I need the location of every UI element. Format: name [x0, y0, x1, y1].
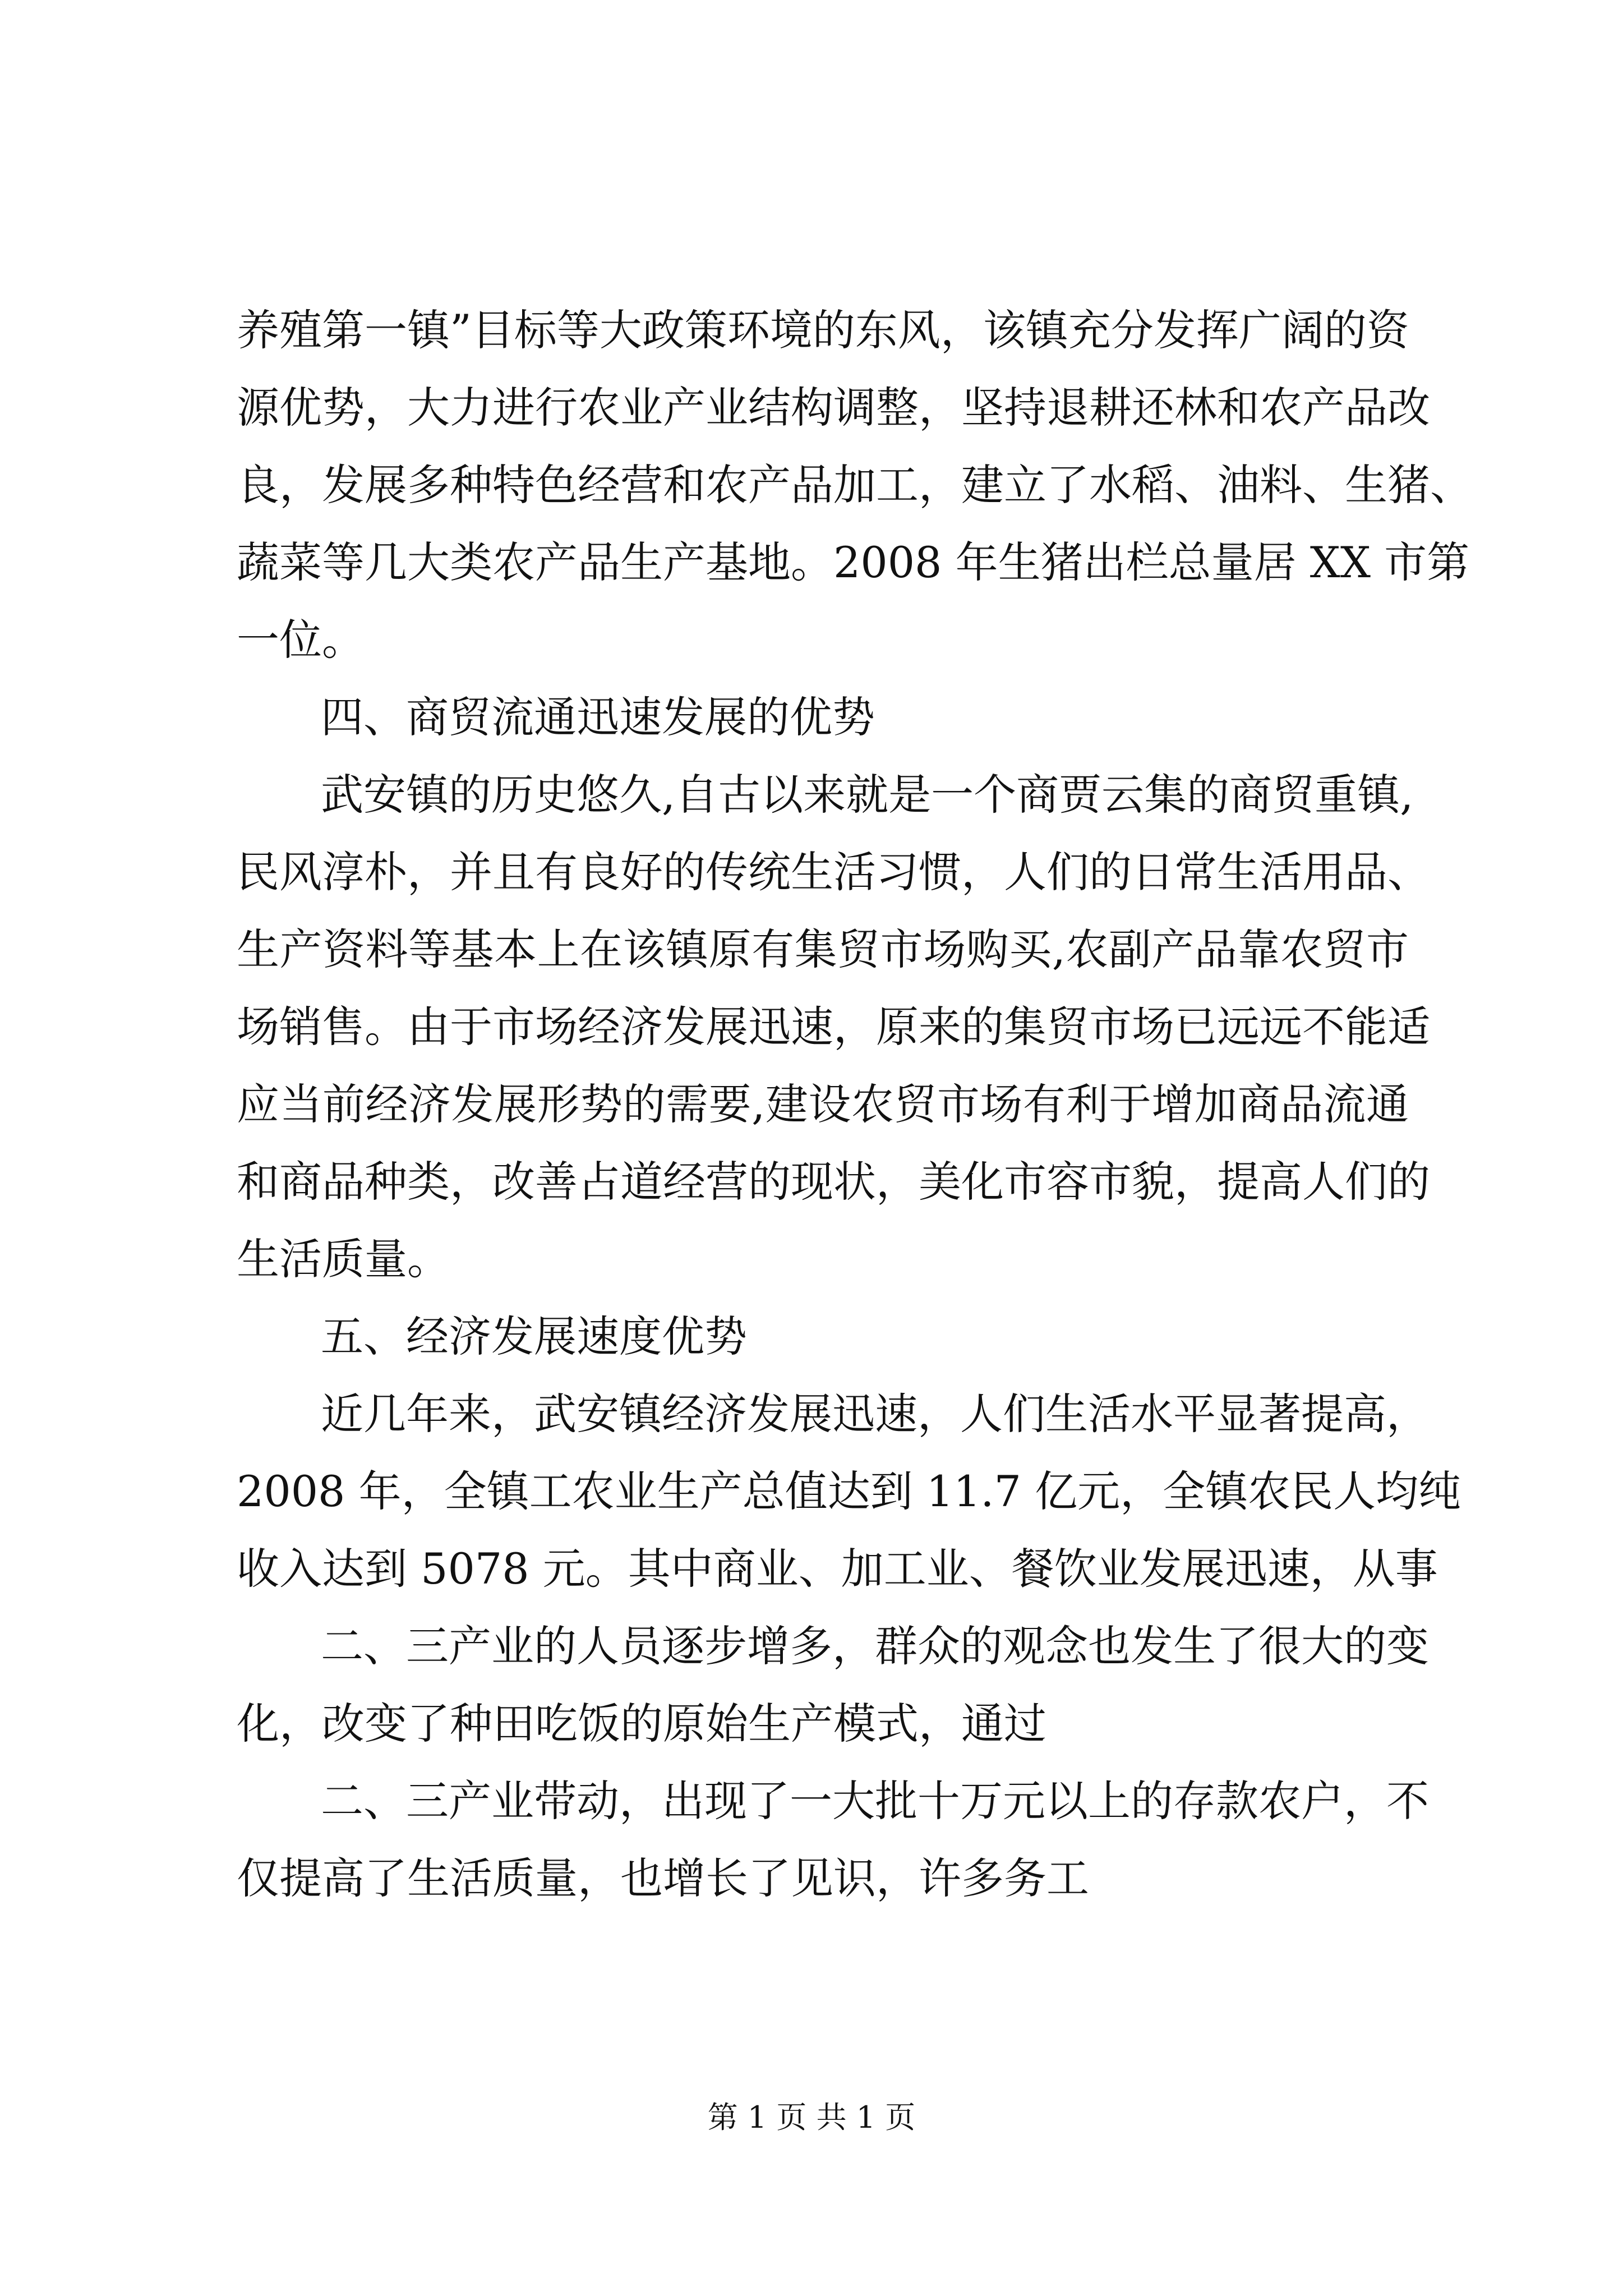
text-line: 武安镇的历史悠久,自古以来就是一个商贾云集的商贸重镇,	[321, 770, 1414, 820]
text-line: 2008 年，全镇工农业生产总值达到 11.7 亿元，全镇农民人均纯	[237, 1466, 1461, 1516]
text-line: 民风淳朴，并且有良好的传统生活习惯，人们的日常生活用品、	[237, 847, 1430, 897]
page-number-footer: 第 1 页 共 1 页	[707, 2100, 916, 2135]
text-line: 化，改变了种田吃饭的原始生产模式，通过	[237, 1699, 1046, 1749]
text-line: 和商品种类，改善占道经营的现状，美化市容市貌，提高人们的	[237, 1157, 1430, 1207]
text-line: 仅提高了生活质量，也增长了见识，许多务工	[237, 1853, 1089, 1903]
text-line: 收入达到 5078 元。其中商业、加工业、餐饮业发展迅速，从事	[237, 1544, 1438, 1594]
text-line: 二、三产业带动，出现了一大批十万元以上的存款农户，不	[321, 1776, 1429, 1826]
text-line: 养殖第一镇”目标等大政策环境的东风，该镇充分发挥广阔的资	[237, 305, 1409, 355]
text-line: 良，发展多种特色经营和农产品加工，建立了水稻、油料、生猪、	[237, 460, 1473, 510]
text-line: 二、三产业的人员逐步增多，群众的观念也发生了很大的变	[321, 1621, 1429, 1671]
section-heading: 四、商贸流通迅速发展的优势	[321, 692, 875, 742]
text-line: 源优势，大力进行农业产业结构调整，坚持退耕还林和农产品改	[237, 383, 1430, 432]
section-heading: 五、经济发展速度优势	[321, 1312, 747, 1361]
text-line: 生产资料等基本上在该镇原有集贸市场购买,农副产品靠农贸市	[237, 924, 1409, 974]
text-line: 近几年来，武安镇经济发展迅速，人们生活水平显著提高，	[321, 1389, 1429, 1439]
document-body	[237, 292, 1473, 1917]
text-line: 场销售。由于市场经济发展迅速，原来的集贸市场已远远不能适	[237, 1002, 1430, 1052]
text-line: 应当前经济发展形势的需要,建设农贸市场有利于增加商品流通	[237, 1079, 1409, 1129]
text-line: 一位。	[237, 615, 365, 665]
text-line: 生活质量。	[237, 1234, 450, 1284]
text-line: 蔬菜等几大类农产品生产基地。2008 年生猪出栏总量居 XX 市第	[237, 537, 1470, 587]
